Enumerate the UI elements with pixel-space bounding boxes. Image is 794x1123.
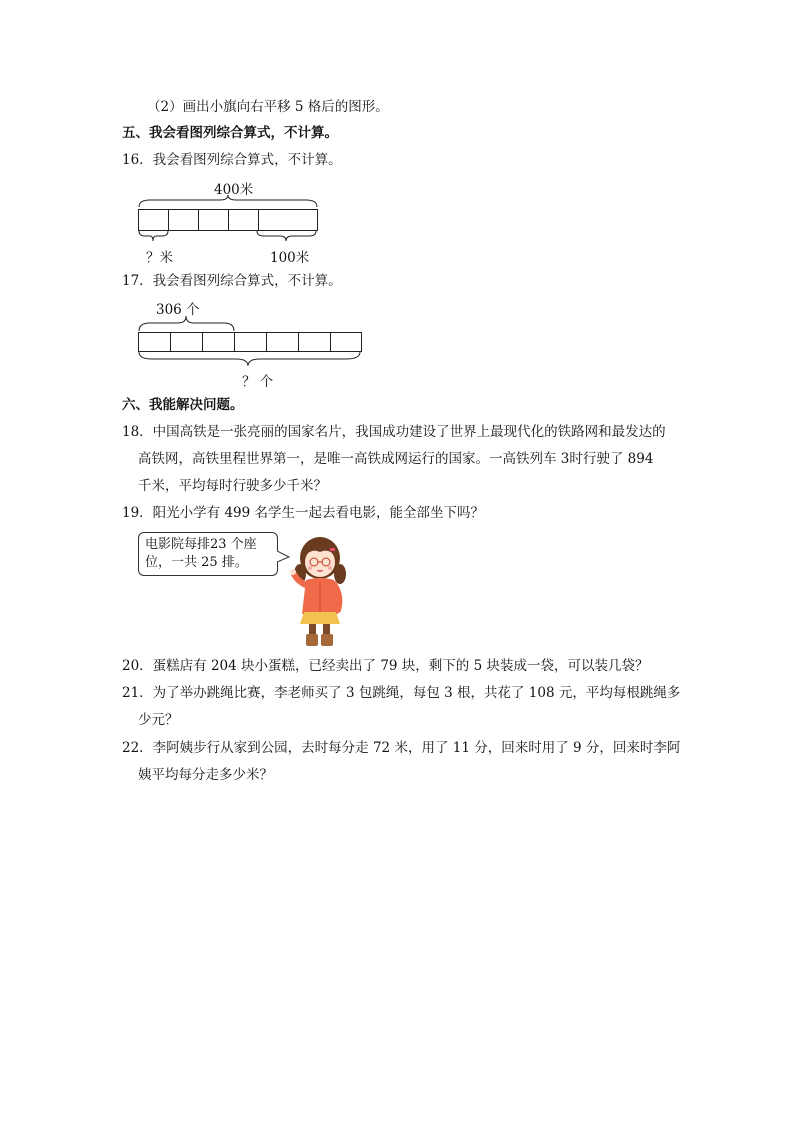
girl-illustration	[286, 532, 352, 650]
question-17: 17．我会看图列综合算式，不计算。	[122, 273, 342, 289]
diagram-16-bar	[138, 209, 318, 231]
question-22-line2: 姨平均每分走多少米？	[138, 767, 273, 783]
question-21-line1: 21．为了举办跳绳比赛，李老师买了 3 包跳绳，每包 3 根，共花了 108 元，平均每根跳绳多	[122, 685, 681, 701]
diagram-16-bottom-brace-right	[256, 231, 318, 243]
question-16: 16．我会看图列综合算式，不计算。	[122, 152, 342, 168]
diagram-16-unknown-label: ？米	[146, 250, 173, 266]
section-5-title: 五、我会看图列综合算式，不计算。	[122, 125, 338, 141]
diagram-17-top-brace	[138, 314, 236, 332]
diagram-16-total-label: 400米	[214, 182, 254, 198]
question-18-line3: 千米，平均每时行驶多少千米？	[138, 478, 327, 494]
diagram-16-part-label: 100米	[270, 250, 310, 266]
speech-bubble-line2: 位，一共 25 排。	[145, 555, 248, 570]
speech-bubble	[138, 532, 278, 576]
question-22-line1: 22．李阿姨步行从家到公园，去时每分走 72 米，用了 11 分，回来时用了 9 分，回来时李阿	[122, 740, 681, 756]
diagram-16-bottom-brace-left	[138, 231, 170, 243]
question-18-line1: 18．中国高铁是一张亮丽的国家名片，我国成功建设了世界上最现代化的铁路网和最发达的	[122, 424, 666, 440]
question-19: 19．阳光小学有 499 名学生一起去看电影，能全部坐下吗？	[122, 505, 485, 521]
section-6-title: 六、我能解决问题。	[122, 397, 244, 413]
diagram-16-top-brace	[138, 194, 318, 208]
question-18-line2: 高铁网，高铁里程世界第一，是唯一高铁成网运行的国家。一高铁列车 3时行驶了 894	[138, 451, 654, 467]
speech-bubble-line1: 电影院每排23 个座	[145, 537, 257, 552]
diagram-17-unknown-label: ？ 个	[242, 374, 274, 390]
q15-part2: （2）画出小旗向右平移 5 格后的图形。	[147, 99, 389, 115]
question-20: 20．蛋糕店有 204 块小蛋糕，已经卖出了 79 块，剩下的 5 块装成一袋，可以装几袋？	[122, 658, 649, 674]
question-21-line2: 少元？	[138, 712, 179, 728]
diagram-17-bar	[138, 332, 362, 352]
diagram-17-bottom-brace	[138, 352, 362, 368]
diagram-17-part-label: 306 个	[156, 302, 200, 318]
